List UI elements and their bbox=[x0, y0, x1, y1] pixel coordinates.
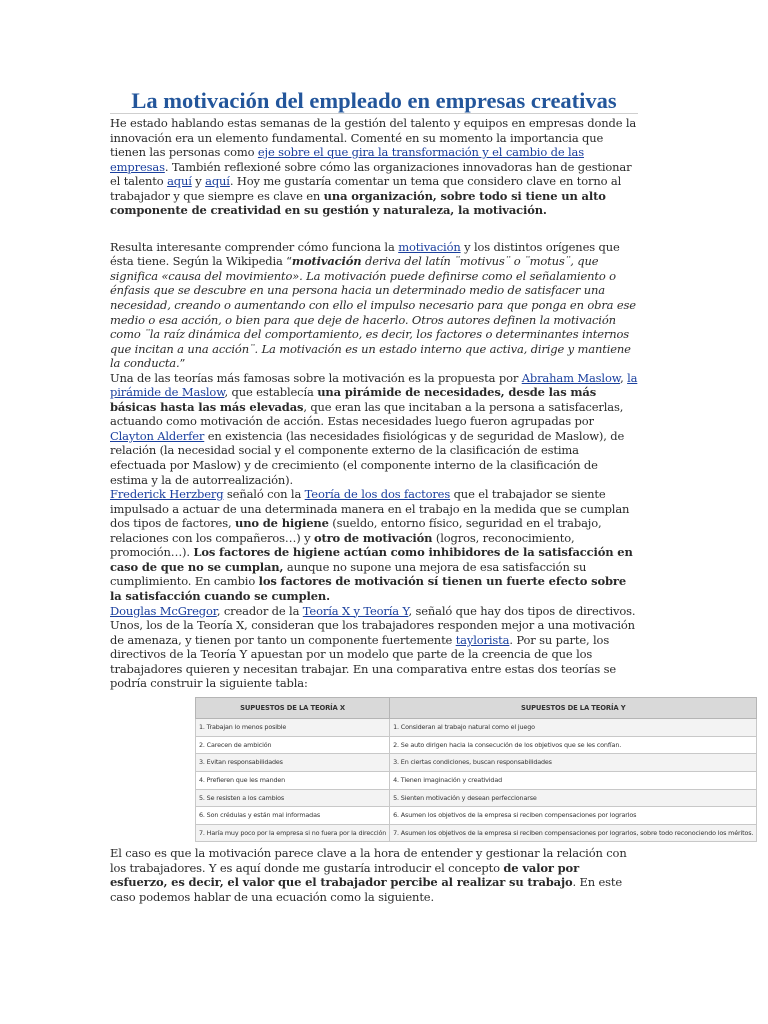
paragraph-mcgregor bbox=[110, 604, 638, 691]
cell-theory-x: 4. Prefieren que les manden bbox=[196, 771, 390, 789]
text-run: , que establecía bbox=[224, 385, 318, 400]
table-row bbox=[196, 754, 757, 772]
bold-run: Los factores de higiene actúan como inhibidores de la satisfacción en caso de que no se cumplan, bbox=[110, 545, 633, 574]
table-wrapper bbox=[110, 697, 754, 842]
table-row bbox=[196, 789, 757, 807]
cell-theory-x: 5. Se resisten a los cambios bbox=[196, 789, 390, 807]
text-run: , que eran las que incitaban a la persona a satisfacerlas, actuando como motivación de acción. Estas necesidades luego fueron agrupadas por bbox=[110, 399, 624, 429]
paragraph-maslow bbox=[110, 371, 638, 487]
bold-run: los factores de motivación sí tienen un fuerte efecto sobre la satisfacción cuando se cumplen. bbox=[110, 574, 626, 603]
link-teoria-x-y[interactable]: Teoría X y Teoría Y bbox=[302, 603, 409, 618]
text-run: . También reflexioné sobre cómo las organizaciones innovadoras han de gestionar el talento bbox=[110, 159, 632, 189]
text-run: . Hoy me gustaría comentar un tema que considero clave en torno al trabajador y que siempre es clave en bbox=[110, 174, 622, 203]
link-aqui-2[interactable]: aquí bbox=[205, 174, 230, 189]
bold-run: una organización, sobre todo si tiene un alto componente de creatividad en su gestión y naturaleza, la motivación. bbox=[110, 188, 606, 218]
text-run: en existencia (las necesidades fisiológicas y de seguridad de Maslow), de relación (la necesidad social y el componente externo de la clasificación de estima efectuada por Maslow) y de crecimiento (el componente interno de la clasificación de estima y la de autorrealización). bbox=[110, 428, 625, 487]
link-eje-transformacion[interactable]: eje sobre el que gira la transformación y el cambio de las empresas bbox=[110, 145, 584, 174]
cell-theory-x: 3. Evitan responsabilidades bbox=[196, 754, 390, 772]
bold-run: de valor por esfuerzo, es decir, el valor que el trabajador percibe al realizar su trabajo bbox=[110, 860, 579, 890]
paragraph-valor-esfuerzo bbox=[110, 846, 638, 904]
text-run: y los distintos orígenes que ésta tiene. Según la Wikipedia “ bbox=[110, 239, 620, 269]
link-teoria-dos-factores[interactable]: Teoría de los dos factores bbox=[304, 487, 451, 502]
text-run: , creador de la bbox=[216, 603, 303, 618]
link-douglas-mcgregor[interactable]: Douglas McGregor bbox=[110, 603, 217, 618]
link-taylorista[interactable]: taylorista bbox=[455, 632, 510, 647]
paragraph-wikipedia bbox=[110, 240, 638, 371]
text-run: Una de las teorías más famosas sobre la motivación es la propuesta por bbox=[110, 370, 522, 385]
text-run: y bbox=[191, 174, 206, 189]
paragraph-gap bbox=[110, 218, 638, 240]
paragraph-intro bbox=[110, 116, 638, 218]
cell-theory-x: 2. Carecen de ambición bbox=[196, 736, 390, 754]
link-abraham-maslow[interactable]: Abraham Maslow bbox=[521, 370, 621, 385]
cell-theory-x: 6. Son crédulas y están mal informadas bbox=[196, 807, 390, 825]
bold-run: una pirámide de necesidades, desde las más básicas hasta las más elevadas bbox=[110, 385, 597, 414]
text-run: señaló con la bbox=[223, 487, 305, 502]
cell-theory-y: 5. Sienten motivación y desean perfeccionarse bbox=[390, 789, 757, 807]
text-run: . En este caso podemos hablar de una ecuación como la siguiente. bbox=[110, 875, 623, 904]
table-row bbox=[196, 719, 757, 737]
text-run: que el trabajador se siente impulsado a actuar de una determinada manera en el trabajo en la medida que se cumplan dos tipos de factores, bbox=[110, 487, 630, 531]
title-divider bbox=[110, 113, 638, 114]
table-row bbox=[196, 771, 757, 789]
link-clayton-alderfer[interactable]: Clayton Alderfer bbox=[110, 428, 205, 443]
cell-theory-y: 4. Tienen imaginación y creatividad bbox=[390, 771, 757, 789]
link-aqui-1[interactable]: aquí bbox=[167, 174, 192, 189]
table-row bbox=[196, 736, 757, 754]
paragraph-herzberg bbox=[110, 487, 638, 603]
cell-theory-y: 2. Se auto dirigen hacia la consecución de los objetivos que se les confían. bbox=[390, 736, 757, 754]
text-run: Resulta interesante comprender cómo funciona la bbox=[110, 239, 399, 254]
cell-theory-x: 1. Trabajan lo menos posible bbox=[196, 719, 390, 737]
cell-theory-y: 7. Asumen los objetivos de la empresa si reciben compensaciones por lograrlos, sobre todo reconociendo los méritos. bbox=[390, 824, 757, 842]
link-piramide-maslow[interactable]: la pirámide de Maslow bbox=[110, 370, 638, 400]
text-run: He estado hablando estas semanas de la gestión del talento y equipos en empresas donde la innovación era un elemento fundamental. Comenté en su momento la importancia que tienen las personas como bbox=[110, 116, 637, 160]
bold-italic-run: motivación bbox=[291, 254, 362, 269]
link-frederick-herzberg[interactable]: Frederick Herzberg bbox=[110, 487, 224, 502]
cell-theory-y: 1. Consideran al trabajo natural como el juego bbox=[390, 719, 757, 737]
text-run: ” bbox=[179, 356, 186, 371]
header-theory-x: SUPUESTOS DE LA TEORÍA X bbox=[196, 697, 390, 719]
table-row bbox=[196, 807, 757, 825]
theory-x-y-table bbox=[195, 697, 757, 842]
cell-theory-y: 6. Asumen los objetivos de la empresa si reciben compensaciones por lograrlos bbox=[390, 807, 757, 825]
text-run: . Por su parte, los directivos de la Teoría Y apuestan por un modelo que parte de la creencia de que los trabajadores quieren y necesitan trabajar. En una comparativa entre estas dos teorías se podría construir la siguiente tabla: bbox=[110, 632, 617, 691]
link-motivacion[interactable]: motivación bbox=[398, 239, 461, 254]
table-row bbox=[196, 824, 757, 842]
table-header-row bbox=[196, 697, 757, 719]
text-run: (sueldo, entorno físico, seguridad en el trabajo, relaciones con los compañeros…) y bbox=[110, 516, 602, 545]
cell-theory-y: 3. En ciertas condiciones, buscan responsabilidades bbox=[390, 754, 757, 772]
text-run: aunque no supone una mejora de esa satisfacción su cumplimiento. En cambio bbox=[110, 559, 587, 589]
header-theory-y: SUPUESTOS DE LA TEORÍA Y bbox=[390, 697, 757, 719]
text-run: (logros, reconocimiento, promoción…). bbox=[110, 530, 575, 560]
text-run: , señaló que hay dos tipos de directivos. Unos, los de la Teoría X, consideran que los trabajadores responden mejor a una motivación de amenaza, y tienen por tanto un componente fuertemente bbox=[110, 603, 636, 647]
italic-run: deriva del latín ¨motivus¨ o ¨motus¨, que significa «causa del movimiento». La motivación puede definirse como el señalamiento o énfasis que se descubre en una persona hacia un determinado medio de satisfacer una necesidad, creando o aumentando con ello el impulso necesario para que ponga en obra ese medio o esa acción, o bien para que deje de hacerlo. Otros autores definen la motivación como ¨la raíz dinámica del comportamiento, es decir, los factores o determinantes internos que incitan a una acción¨. La motivación es un estado interno que activa, dirige y mantiene la conducta. bbox=[110, 254, 636, 371]
text-run: , bbox=[620, 370, 628, 385]
article-body bbox=[110, 116, 754, 904]
text-run: El caso es que la motivación parece clave a la hora de entender y gestionar la relación con los trabajadores. Y es aquí donde me gustaría introducir el concepto bbox=[110, 846, 627, 875]
cell-theory-x: 7. Haría muy poco por la empresa si no fuera por la dirección bbox=[196, 824, 390, 842]
bold-run: uno de higiene bbox=[234, 516, 329, 531]
bold-run: otro de motivación bbox=[313, 530, 433, 545]
article-title: La motivación del empleado en empresas creativas bbox=[131, 88, 617, 113]
